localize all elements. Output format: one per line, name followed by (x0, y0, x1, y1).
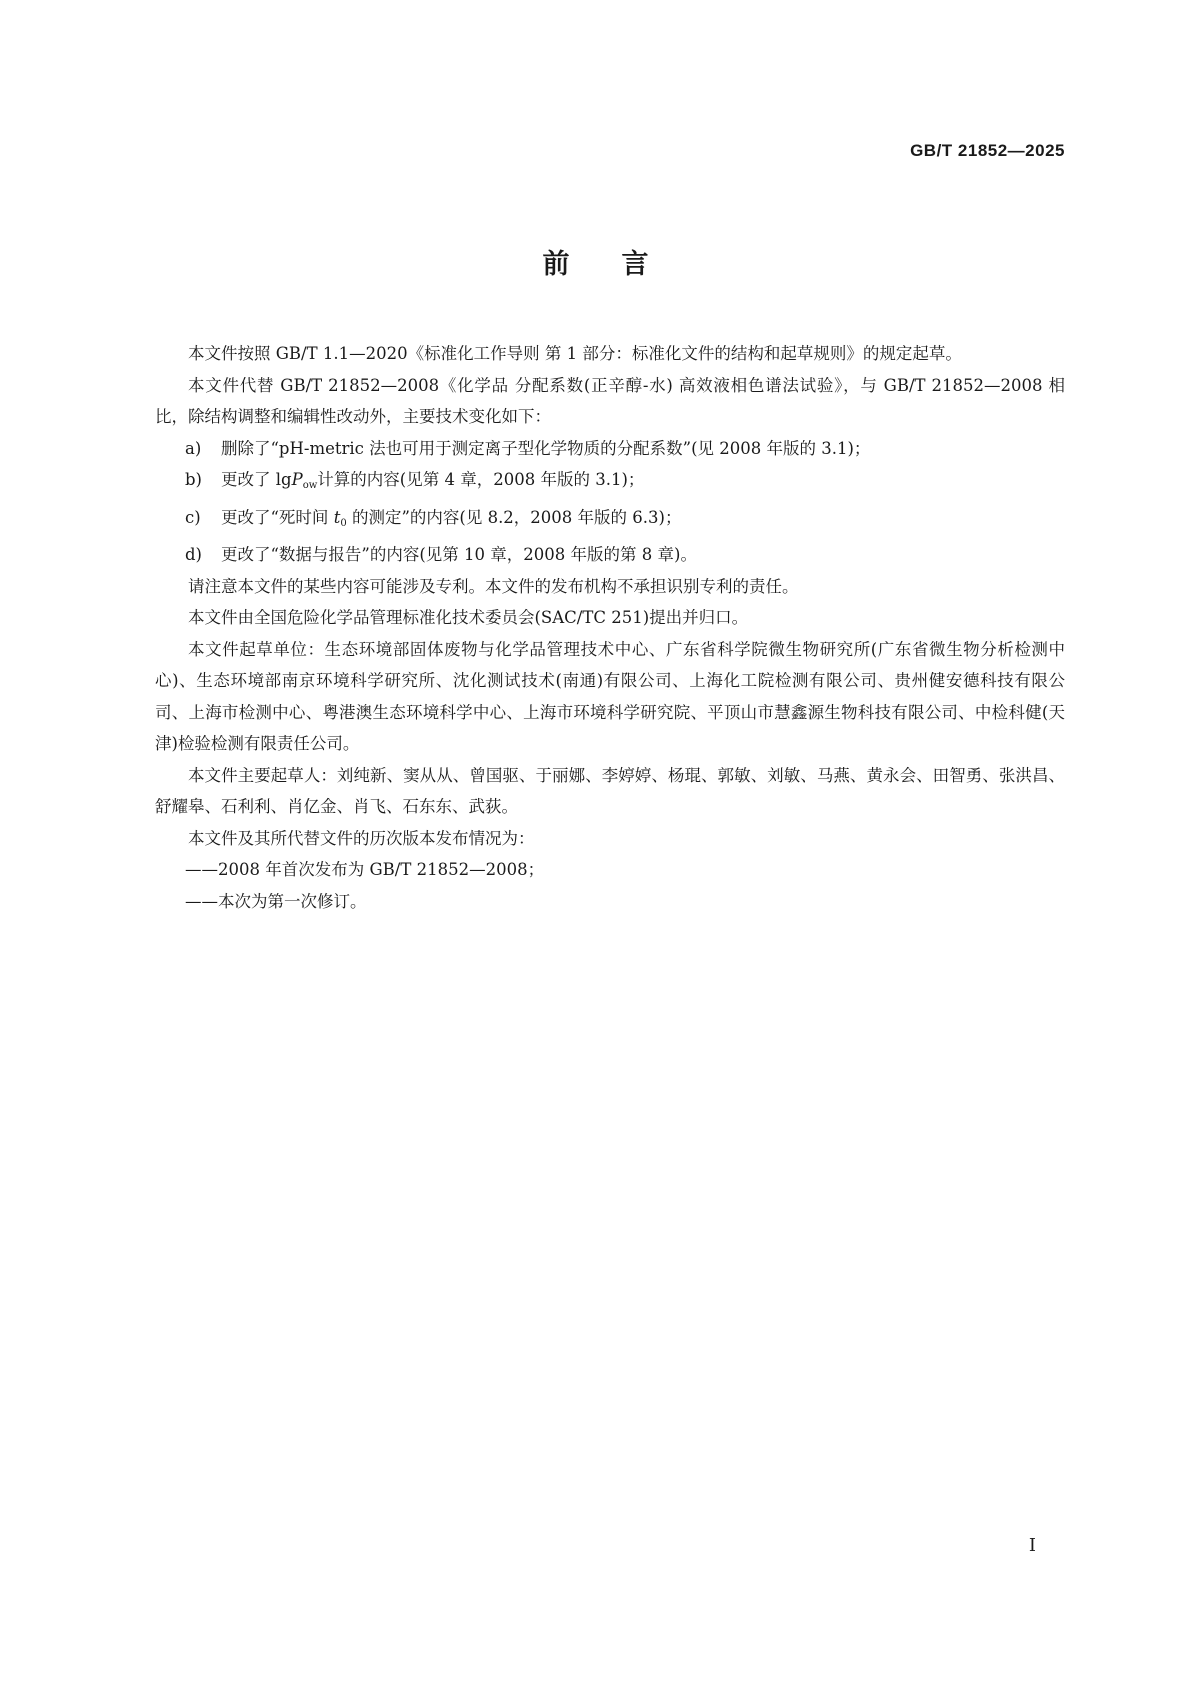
item-label: b) (185, 470, 202, 489)
subscript-ow: ow (302, 480, 318, 491)
item-text-post: 计算的内容(见第 4 章，2008 年版的 3.1)； (317, 470, 645, 489)
paragraph-drafters: 本文件主要起草人：刘纯新、窦从从、曾国驱、于丽娜、李婷婷、杨琨、郭敏、刘敏、马燕、黄永会、田智勇、张洪昌、舒耀皋、石利利、肖亿金、肖飞、石东东、武荻。 (155, 765, 1065, 816)
item-text-pre: 更改了 lg (221, 470, 292, 489)
change-item-b (155, 464, 1065, 502)
subscript-zero: 0 (340, 517, 347, 529)
history-item-revision: ——本次为第一次修订。 (185, 891, 367, 911)
item-text: 删除了“pH-metric 法也可用于测定离子型化学物质的分配系数”(见 2008 年版的 3.1)； (221, 438, 871, 458)
change-item-c (155, 502, 1065, 540)
standard-code: GB/T 21852—2025 (910, 141, 1065, 160)
variable-t: t (333, 507, 341, 527)
paragraph-replacement: 本文件代替 GB/T 21852—2008《化学品 分配系数(正辛醇-水) 高效液相色谱法试验》，与 GB/T 21852—2008 相比，除结构调整和编辑性改动外，主要技术变化如下： (155, 375, 1065, 426)
paragraph-drafting-rules: 本文件按照 GB/T 1.1—2020《标准化工作导则 第 1 部分：标准化文件的结构和起草规则》的规定起草。 (188, 344, 962, 363)
item-text-pre: 更改了“死时间 (221, 507, 334, 527)
change-item-d (155, 539, 1065, 571)
foreword-body (155, 338, 1065, 917)
paragraph-committee: 本文件由全国危险化学品管理标准化技术委员会(SAC/TC 251)提出并归口。 (188, 608, 749, 627)
change-item-a (155, 433, 1065, 465)
paragraph-history: 本文件及其所代替文件的历次版本发布情况为： (188, 828, 535, 848)
item-text: 更改了“数据与报告”的内容(见第 10 章，2008 年版的第 8 章)。 (221, 545, 697, 564)
variable-p: P (291, 470, 303, 489)
paragraph-drafting-units: 本文件起草单位：生态环境部固体废物与化学品管理技术中心、广东省科学院微生物研究所(广东省微生物分析检测中心)、生态环境部南京环境科学研究所、沈化测试技术(南通)有限公司、上海化工院检测有限公司、贵州健安德科技有限公司、上海市检测中心、粤港澳生态环境科学中心、上海市环境科学研究院、平顶山市慧鑫源生物科技有限公司、中检科健(天津)检验检测有限责任公司。 (155, 639, 1065, 753)
page-title: 前言 (542, 249, 701, 280)
item-label: a) (185, 438, 202, 458)
paragraph-patent-notice: 请注意本文件的某些内容可能涉及专利。本文件的发布机构不承担识别专利的责任。 (188, 576, 799, 596)
history-item-first: ——2008 年首次发布为 GB/T 21852—2008； (185, 860, 545, 879)
item-text-post: 的测定”的内容(见 8.2，2008 年版的 6.3)； (346, 507, 682, 527)
item-label: d) (185, 545, 202, 564)
item-label: c) (185, 507, 201, 527)
page-number: I (1028, 1535, 1036, 1556)
